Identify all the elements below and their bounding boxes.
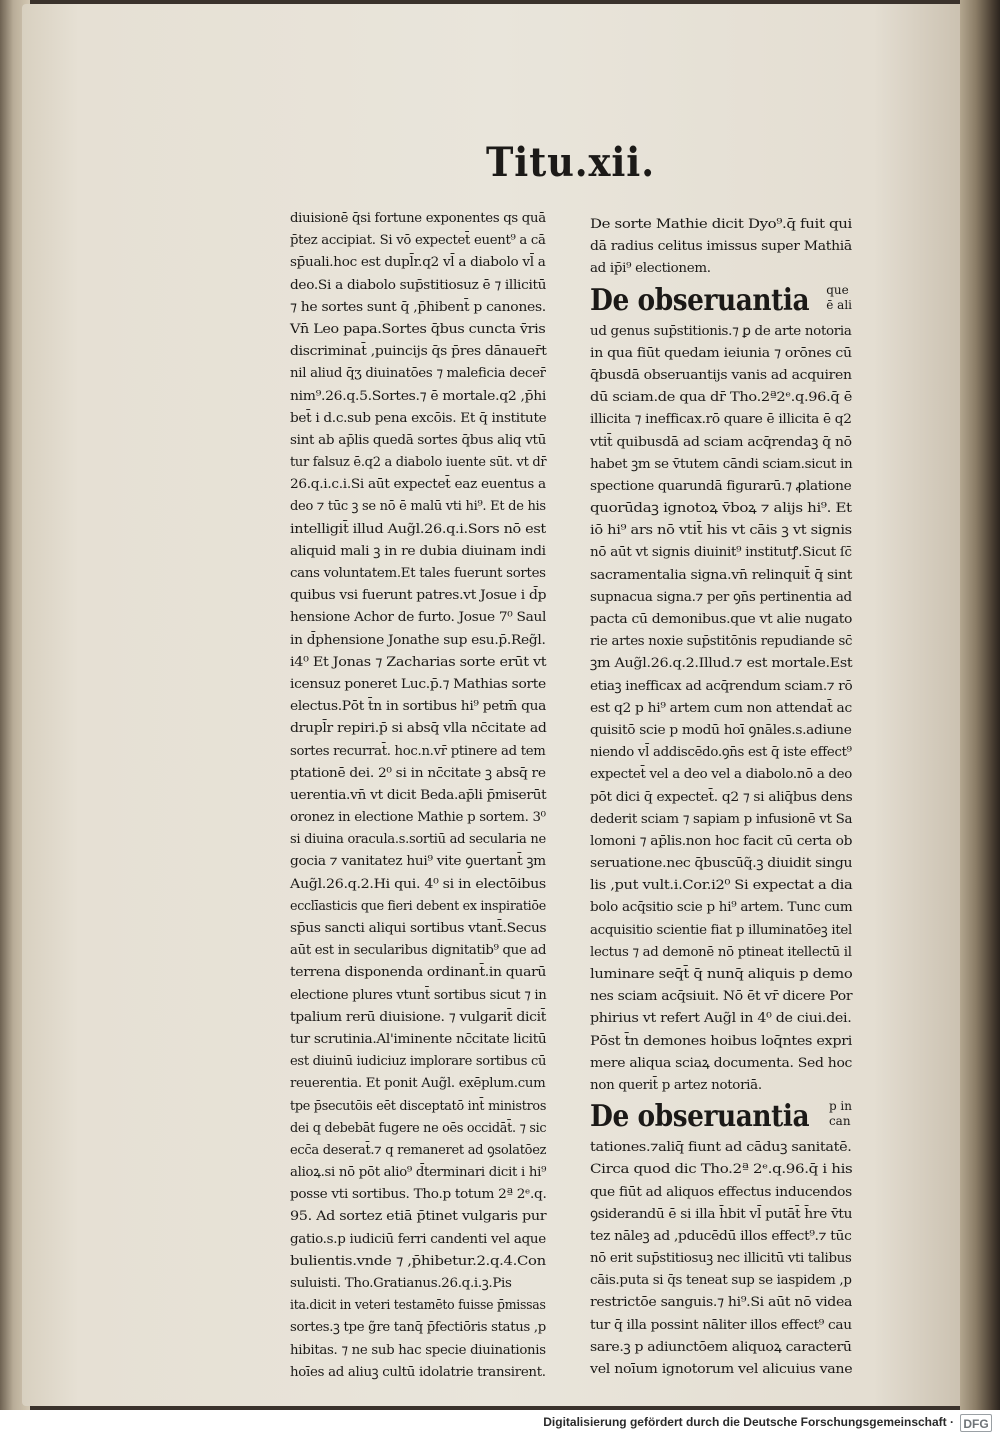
section-heading-1-tail: que ē ali <box>826 282 852 312</box>
text-line: mere aliqua sciaꝝ documenta. Sed hoc <box>590 1055 853 1071</box>
text-line: diuisionē q̄si fortune exponentes qs quā <box>290 211 546 226</box>
text-line: dei q debebāt fugere ne oēs occidāt̄. ⁊ sic <box>290 1120 547 1136</box>
text-line: 95. Ad sortez etiā p̄tinet vulgaris pur <box>290 1209 547 1225</box>
text-line: spectione quarundā figurarū.⁊ ꝓlatione <box>590 478 852 494</box>
text-line: illicita ⁊ inefficax.rō quare ē illicita ē q2 <box>590 412 852 428</box>
text-line: sp̄us sancti aliqui sortibus vtant̄.Secus <box>290 921 547 936</box>
digitization-footer <box>0 1410 1000 1437</box>
text-line: ecclīasticis que fieri debent ex inspiratiōe <box>290 898 546 914</box>
text-line: tur scrutinia.Al'iminente nc̄citate licitū <box>290 1031 547 1047</box>
text-line: supnacua signa.⁊ per ꝯn̄s pertinentia ad <box>590 589 852 605</box>
text-line: aūt est in secularibus dignitatib⁹ que ad <box>290 943 547 959</box>
text-line: restrictōe sanguis.⁊ hi⁹.Si aūt nō videa <box>590 1295 853 1311</box>
text-line: terrena disponenda ordinant̄.in quarū <box>290 965 547 981</box>
text-line: tur q̄ illa possint nāliter illos effect⁹ cau <box>590 1317 852 1333</box>
text-line: tur falsuz ē.q2 a diabolo iuente sūt. vt dr̄ <box>290 455 547 471</box>
text-line: tez nāleꝫ ad ,pducēdū illos effect⁹.⁊ tūc <box>590 1228 852 1244</box>
text-line: hensione Achor de furto. Josue 7⁰ Saul <box>290 610 547 626</box>
text-line: nō aūt vt signis diuinit⁹ institutꝭ.Sicut ſc̄ <box>590 545 852 561</box>
text-line: De sorte Mathie dicit Dyo⁹.q̄ fuit qui <box>590 217 852 232</box>
text-line: ꝯsiderandū ē si illa h̄bit vl̄ putāt̄ h̄re v̄tu <box>590 1206 853 1222</box>
text-line: deo.Si a diabolo sup̄stitiosuz ē ⁊ illicitū <box>290 277 547 293</box>
text-line: electione plures vtunt̄ sortibus sicut ⁊ in <box>290 987 547 1003</box>
text-line: hoīes ad aliuꝫ cultū idolatrie transirent. <box>290 1364 546 1380</box>
text-line: phirius vt refert Aug̃l in 4⁰ de ciui.dei. <box>590 1011 852 1027</box>
text-line: tpe p̄secutōis eēt disceptatō int̄ ministros <box>290 1098 547 1114</box>
text-line: nō erit sup̄stitiosuꝫ nec illicitū vti talibus <box>590 1251 852 1267</box>
section-heading-2-text: De obseruantia <box>590 1099 810 1135</box>
text-line: iō hi⁹ ars nō vtit̄ his vt cāis ꝫ vt signis <box>590 523 852 539</box>
text-line: est diuinū iudiciuz implorare sortibus cū <box>290 1054 547 1070</box>
text-line: posse vti sortibus. Tho.p totum 2ª 2ᵉ.q. <box>290 1187 547 1203</box>
text-line: bet̄ i d.c.sub pena excōis. Et q̄ institute <box>290 410 547 426</box>
text-line: sortes recurrat̄. hoc.n.vr̄ ptinere ad tem <box>290 743 546 759</box>
text-line: dū sciam.de qua dr̄ Tho.2ª2ᵉ.q.96.q̄ ē <box>590 390 853 406</box>
text-line: alioꝝ.si nō pōt alio⁹ d̄terminari dicit i hi⁹ <box>290 1165 547 1181</box>
text-line: p̄tez accipiat. Si vō expectet̄ euent⁹ a cā <box>290 233 546 249</box>
text-line: que fiūt ad aliquos effectus inducendos <box>590 1184 852 1200</box>
text-line: est q2 p hi⁹ artem cum non attendat̄ ac <box>590 700 852 716</box>
section-2-text <box>590 1137 852 1381</box>
text-line: vtit̄ quibusdā ad sciam acq̄rendaꝫ q̄ nō <box>590 434 852 450</box>
text-line: icensuz poneret Luc.p̄.⁊ Mathias sorte <box>290 676 546 692</box>
text-line: 26.q.i.c.i.Si aūt expectet̄ eaz euentus a <box>290 477 546 493</box>
text-line: quorūdaꝫ ignotoꝝ v̄boꝝ ⁊ alijs hi⁹. Et <box>590 501 852 517</box>
text-line: sp̄uali.hoc est dupl̄r.q2 vl̄ a diabolo vl̄ a <box>290 255 546 271</box>
text-line: vel noīum ignotorum vel alicuius vane <box>590 1362 853 1377</box>
text-line: cāis.puta si q̄s teneat sup se iaspidem ,p <box>590 1273 852 1289</box>
text-line: pōt dici q̄ expectet̄. q2 ⁊ si aliq̄bus dens <box>590 789 853 805</box>
text-line: sare.ꝫ p adiunctōem aliquoꝝ caracterū <box>590 1339 852 1355</box>
right-page-edge <box>960 0 1000 1410</box>
text-line: Aug̃l.26.q.2.Hi qui. 4⁰ si in electōibus <box>290 876 546 892</box>
text-line: habet ꝫm se v̄tutem cāndi sciam.sicut in <box>590 456 853 472</box>
text-line: si diuina oracula.s.sortiū ad secularia ne <box>290 832 546 848</box>
text-line: intelligit̄ illud Aug̃l.26.q.i.Sors nō est <box>290 521 546 537</box>
text-line: luminare seq̄t̄ q̄ nunq̄ aliquis p demo <box>590 967 853 982</box>
text-line: sint ab ap̄lis quedā sortes q̄bus aliq vtū <box>290 432 547 448</box>
text-line: bolo acq̄sitio scie p hi⁹ artem. Tunc cum <box>590 900 853 916</box>
text-line: tationes.⁊aliq̄ fiunt ad cāduꝫ sanitatē. <box>590 1140 852 1156</box>
dfg-logo[interactable]: DFG <box>960 1414 992 1432</box>
intro-paragraph <box>590 214 852 281</box>
text-line: oronez in electione Mathie p sortem. 3⁰ <box>290 810 546 826</box>
text-line: Pōst t̄n demones hoibus loq̄ntes expri <box>590 1033 853 1049</box>
section-heading-2-tail: p in can <box>828 1099 852 1129</box>
text-line: electus.Pōt t̄n in sortibus hi⁹ petm̄ qua <box>290 699 547 715</box>
text-line: aliquid mali ꝫ in re dubia diuinam indi <box>290 543 546 559</box>
section-heading-1-text: De obseruantia <box>590 282 810 318</box>
text-line: hibitas. ⁊ ne sub hac specie diuinationis <box>290 1342 546 1358</box>
text-line: quibus vsi fuerunt patres.vt Josue i d̄p <box>290 588 547 604</box>
right-text-column <box>590 214 852 1381</box>
text-line: niendo vl̄ addiscēdo.ꝯn̄s est q̄ iste effect⁹ <box>590 745 852 761</box>
text-line: drupl̄r repiri.p̄ si absq̄ vlla nc̄citate ad <box>290 721 547 737</box>
text-line: discriminat̄ ,puincijs q̄s p̄res dānauer̄t <box>290 344 547 360</box>
text-line: lomoni ⁊ ap̄lis.non hoc facit cū certa ob <box>590 833 853 849</box>
text-line: seruatione.nec q̄buscūq̃.ꝫ diuidit singu <box>590 856 853 872</box>
text-line: quisitō scie p modū hoī ꝯnāles.s.adiune <box>590 722 852 738</box>
text-line: in d̄phensione Jonathe sup esu.p̄.Reg̃l. <box>290 632 546 648</box>
text-line: pacta cū demonibus.que vt alie nugato <box>590 612 853 627</box>
text-line: tpalium rerū diuisione. ⁊ vulgarit̄ dicit̄ <box>290 1009 547 1025</box>
text-line: acquisitio scientie fiat p illuminatōeꝫ itel <box>590 922 852 938</box>
text-line: nes sciam acq̄siuit. Nō ēt vr̄ dicere Por <box>590 989 853 1005</box>
text-line: Circa quod dic Tho.2ª 2ᵉ.q.96.q̄ i his <box>590 1162 853 1178</box>
text-line: ita.dicit in veteri testamēto fuisse p̄missas <box>290 1298 546 1314</box>
text-line: deo ⁊ tūc ꝫ se nō ē malū vti hi⁹. Et de his <box>290 499 546 515</box>
text-line: q̄busdā obseruantijs vanis ad acquiren <box>590 367 852 383</box>
section-1-text <box>590 321 852 1098</box>
text-line: bulientis.vnde ⁊ ,p̄hibetur.2.q.4.Con <box>290 1253 546 1269</box>
text-line: in qua fiūt quedam ieiunia ⁊ orōnes cū <box>590 345 852 361</box>
section-heading-2 <box>590 1097 852 1137</box>
text-line: ad ip̄i⁹ electionem. <box>590 261 711 277</box>
text-line: cans voluntatem.Et tales fuerunt sortes <box>290 566 546 581</box>
text-line: ecc̄a deserat̄.⁊ q remaneret ad ꝯsolatōez <box>290 1142 547 1158</box>
text-line: ꝫm Aug̃l.26.q.2.Illud.⁊ est mortale.Est <box>590 656 853 672</box>
text-line: uerentia.vn̄ vt dicit Beda.ap̄li p̄miserūt <box>290 787 547 803</box>
text-line: lis ,put vult.i.Cor.i2⁰ Si expectat a dia <box>590 878 853 894</box>
page-header-title: Titu.xii. <box>486 139 655 186</box>
text-line: reuerentia. Et ponit Aug̃l. exēplum.cum <box>290 1076 546 1092</box>
text-line: etiaꝫ inefficax ad acq̄rendum sciam.⁊ rō <box>590 678 853 694</box>
text-line: gatio.s.p iudiciū ferri candenti vel aque <box>290 1231 546 1247</box>
text-line: ptationē dei. 2⁰ si in nc̄citate ꝫ absq̄ re <box>290 765 546 781</box>
text-line: suluisti. Tho.Gratianus.26.q.i.ꝫ.Pis <box>290 1276 512 1291</box>
text-line: rie artes noxie sup̄stitōnis repudiande sc̄ <box>590 634 853 650</box>
text-line: Vn̄ Leo papa.Sortes q̄bus cuncta v̄ris <box>290 321 546 337</box>
text-line: nil aliud q̄ʒ diuinatōes ⁊ maleficia decer̄ <box>290 366 546 382</box>
text-line: dederit sciam ⁊ sapiam p infusionē vt Sa <box>590 811 853 827</box>
text-line: non querit̄ p artez notoriā. <box>590 1077 762 1093</box>
text-line: gocia ⁊ vanitatez hui⁹ vite ꝯuertant̄ ꝫm <box>290 854 546 870</box>
text-line: sacramentalia signa.vn̄ relinquit̄ q̄ sint <box>590 567 853 583</box>
funding-credit: Digitalisierung gefördert durch die Deutsche Forschungsgemeinschaft · <box>543 1415 954 1429</box>
left-text-column <box>290 208 546 1384</box>
text-line: nim⁹.26.q.5.Sortes.⁊ ē mortale.q2 ,p̄hi <box>290 388 547 404</box>
text-line: ⁊ he sortes sunt q̄ ,p̄hibent̄ p canones. <box>290 299 546 315</box>
text-line: i4⁰ Et Jonas ⁊ Zacharias sorte erūt vt <box>290 654 547 670</box>
section-heading-1 <box>590 281 852 321</box>
text-line: dā radius celitus imissus super Mathiā <box>590 239 852 255</box>
text-line: lectus ⁊ ad demonē nō ptineat itellectū il <box>590 944 852 960</box>
text-line: expectet̄ vel a deo vel a diabolo.nō a deo <box>590 767 852 783</box>
text-line: ud genus sup̄stitionis.⁊ ꝑ de arte notoria <box>590 323 852 339</box>
text-line: sortes.ꝫ tpe g̃re tanq̄ p̄fectiōris status ,p <box>290 1320 546 1336</box>
